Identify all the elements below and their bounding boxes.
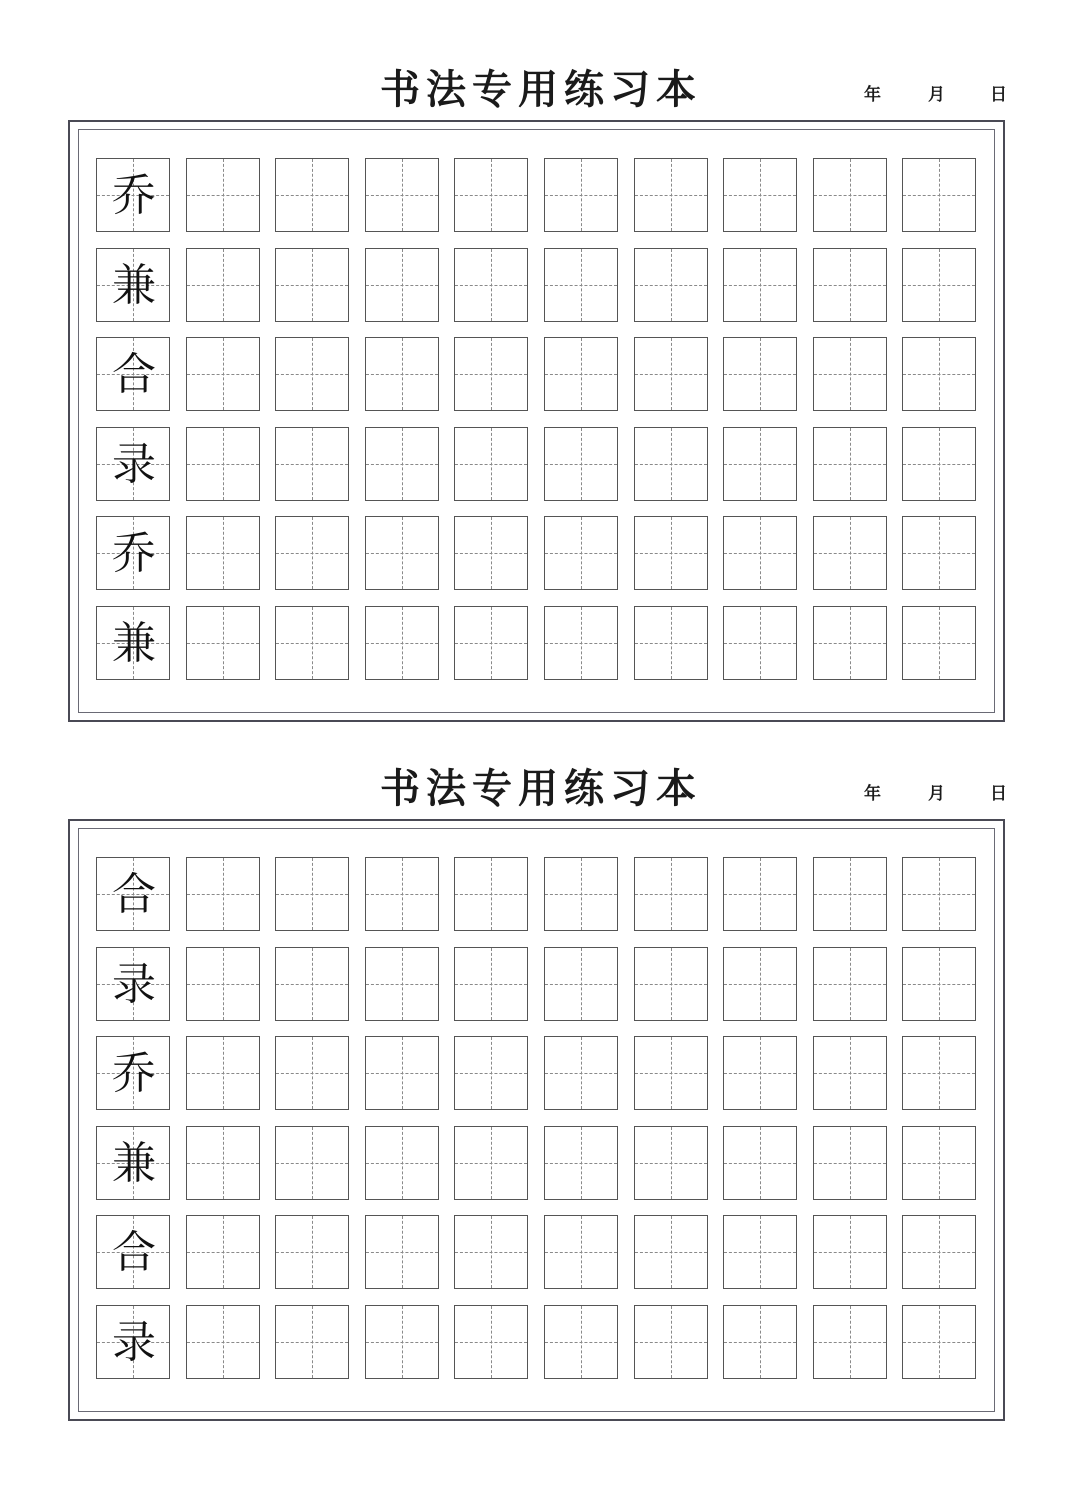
practice-cell[interactable] [902, 606, 976, 680]
practice-cell[interactable] [454, 1036, 528, 1110]
practice-cell[interactable] [275, 947, 349, 1021]
practice-cell[interactable] [454, 516, 528, 590]
practice-cell[interactable] [186, 1126, 260, 1200]
practice-cell[interactable] [813, 947, 887, 1021]
practice-cell[interactable] [365, 947, 439, 1021]
practice-cell[interactable] [186, 337, 260, 411]
model-character-cell [96, 947, 170, 1021]
model-character: 合 [112, 869, 156, 920]
practice-cell[interactable] [275, 427, 349, 501]
practice-cell[interactable] [634, 248, 708, 322]
model-character-cell [96, 337, 170, 411]
practice-cell[interactable] [634, 857, 708, 931]
practice-cell[interactable] [275, 516, 349, 590]
practice-cell[interactable] [723, 1215, 797, 1289]
practice-cell[interactable] [454, 857, 528, 931]
practice-cell[interactable] [902, 516, 976, 590]
date-day-label: 日 [990, 784, 1007, 804]
model-character-cell [96, 606, 170, 680]
practice-cell[interactable] [902, 947, 976, 1021]
model-character-cell [96, 1126, 170, 1200]
practice-cell[interactable] [365, 427, 439, 501]
date-month-label: 月 [928, 784, 945, 804]
sheet-title: 书法专用练习本 [380, 765, 702, 812]
practice-cell[interactable] [723, 427, 797, 501]
practice-cell[interactable] [454, 1126, 528, 1200]
practice-cell[interactable] [544, 516, 618, 590]
practice-cell[interactable] [275, 606, 349, 680]
practice-cell[interactable] [544, 1036, 618, 1110]
practice-cell[interactable] [186, 857, 260, 931]
practice-cell[interactable] [275, 1126, 349, 1200]
practice-cell[interactable] [544, 857, 618, 931]
practice-cell[interactable] [454, 248, 528, 322]
practice-cell[interactable] [186, 248, 260, 322]
practice-cell[interactable] [275, 857, 349, 931]
practice-cell[interactable] [186, 1036, 260, 1110]
practice-cell[interactable] [365, 158, 439, 232]
practice-cell[interactable] [813, 337, 887, 411]
practice-cell[interactable] [186, 606, 260, 680]
practice-cell[interactable] [544, 1215, 618, 1289]
practice-cell[interactable] [275, 248, 349, 322]
practice-cell[interactable] [186, 158, 260, 232]
practice-cell[interactable] [902, 1036, 976, 1110]
model-character: 乔 [112, 528, 156, 579]
practice-cell[interactable] [723, 857, 797, 931]
model-character: 兼 [112, 260, 156, 311]
practice-cell[interactable] [902, 158, 976, 232]
character-grid [96, 857, 978, 1381]
model-character-cell [96, 516, 170, 590]
practice-cell[interactable] [186, 1305, 260, 1379]
model-character: 录 [112, 959, 156, 1010]
practice-cell[interactable] [634, 1305, 708, 1379]
practice-cell[interactable] [723, 516, 797, 590]
practice-cell[interactable] [275, 158, 349, 232]
practice-cell[interactable] [634, 606, 708, 680]
practice-cell[interactable] [902, 248, 976, 322]
model-character-cell [96, 1215, 170, 1289]
practice-cell[interactable] [813, 516, 887, 590]
model-character: 兼 [112, 618, 156, 669]
model-character-cell [96, 1305, 170, 1379]
practice-cell[interactable] [723, 1126, 797, 1200]
practice-cell[interactable] [813, 1305, 887, 1379]
date-year-label: 年 [864, 784, 881, 804]
practice-cell[interactable] [365, 1036, 439, 1110]
practice-cell[interactable] [544, 248, 618, 322]
practice-cell[interactable] [813, 158, 887, 232]
practice-cell[interactable] [365, 606, 439, 680]
practice-cell[interactable] [723, 1036, 797, 1110]
practice-cell[interactable] [365, 337, 439, 411]
practice-cell[interactable] [186, 1215, 260, 1289]
practice-cell[interactable] [454, 1215, 528, 1289]
practice-cell[interactable] [365, 1305, 439, 1379]
practice-cell[interactable] [454, 947, 528, 1021]
practice-cell[interactable] [186, 516, 260, 590]
practice-cell[interactable] [813, 857, 887, 931]
practice-sheet [0, 757, 1080, 1457]
model-character: 合 [112, 349, 156, 400]
practice-cell[interactable] [634, 947, 708, 1021]
practice-cell[interactable] [544, 158, 618, 232]
practice-cell[interactable] [902, 857, 976, 931]
practice-cell[interactable] [723, 337, 797, 411]
practice-cell[interactable] [454, 427, 528, 501]
date-month-label: 月 [928, 85, 945, 105]
sheet-title: 书法专用练习本 [380, 66, 702, 113]
practice-cell[interactable] [454, 158, 528, 232]
practice-cell[interactable] [813, 1215, 887, 1289]
model-character-cell [96, 158, 170, 232]
practice-cell[interactable] [365, 516, 439, 590]
practice-cell[interactable] [902, 337, 976, 411]
practice-cell[interactable] [902, 1126, 976, 1200]
practice-sheet [0, 58, 1080, 758]
practice-cell[interactable] [902, 1305, 976, 1379]
practice-cell[interactable] [813, 1036, 887, 1110]
practice-cell[interactable] [365, 1215, 439, 1289]
model-character: 合 [112, 1227, 156, 1278]
practice-cell[interactable] [544, 1126, 618, 1200]
model-character: 兼 [112, 1138, 156, 1189]
practice-cell[interactable] [902, 427, 976, 501]
practice-cell[interactable] [454, 1305, 528, 1379]
practice-cell[interactable] [634, 337, 708, 411]
model-character: 录 [112, 1317, 156, 1368]
practice-cell[interactable] [634, 516, 708, 590]
practice-cell[interactable] [723, 248, 797, 322]
model-character-cell [96, 427, 170, 501]
model-character-cell [96, 248, 170, 322]
model-character-cell [96, 1036, 170, 1110]
practice-cell[interactable] [365, 1126, 439, 1200]
practice-cell[interactable] [723, 947, 797, 1021]
practice-cell[interactable] [544, 427, 618, 501]
practice-cell[interactable] [186, 947, 260, 1021]
practice-cell[interactable] [723, 606, 797, 680]
practice-cell[interactable] [723, 1305, 797, 1379]
practice-cell[interactable] [275, 337, 349, 411]
date-day-label: 日 [990, 85, 1007, 105]
practice-cell[interactable] [454, 606, 528, 680]
practice-cell[interactable] [544, 1305, 618, 1379]
practice-cell[interactable] [634, 1036, 708, 1110]
practice-cell[interactable] [813, 606, 887, 680]
practice-cell[interactable] [634, 1215, 708, 1289]
practice-cell[interactable] [544, 337, 618, 411]
practice-cell[interactable] [634, 158, 708, 232]
practice-cell[interactable] [454, 337, 528, 411]
model-character: 录 [112, 439, 156, 490]
practice-cell[interactable] [634, 427, 708, 501]
practice-cell[interactable] [634, 1126, 708, 1200]
practice-cell[interactable] [186, 427, 260, 501]
practice-cell[interactable] [365, 857, 439, 931]
practice-cell[interactable] [544, 947, 618, 1021]
practice-cell[interactable] [813, 1126, 887, 1200]
practice-cell[interactable] [544, 606, 618, 680]
date-year-label: 年 [864, 85, 881, 105]
practice-cell[interactable] [275, 1215, 349, 1289]
practice-cell[interactable] [813, 427, 887, 501]
practice-cell[interactable] [365, 248, 439, 322]
model-character-cell [96, 857, 170, 931]
practice-cell[interactable] [723, 158, 797, 232]
practice-cell[interactable] [813, 248, 887, 322]
practice-cell[interactable] [902, 1215, 976, 1289]
practice-cell[interactable] [275, 1305, 349, 1379]
character-grid [96, 158, 978, 682]
model-character: 乔 [112, 1048, 156, 1099]
model-character: 乔 [112, 170, 156, 221]
practice-cell[interactable] [275, 1036, 349, 1110]
